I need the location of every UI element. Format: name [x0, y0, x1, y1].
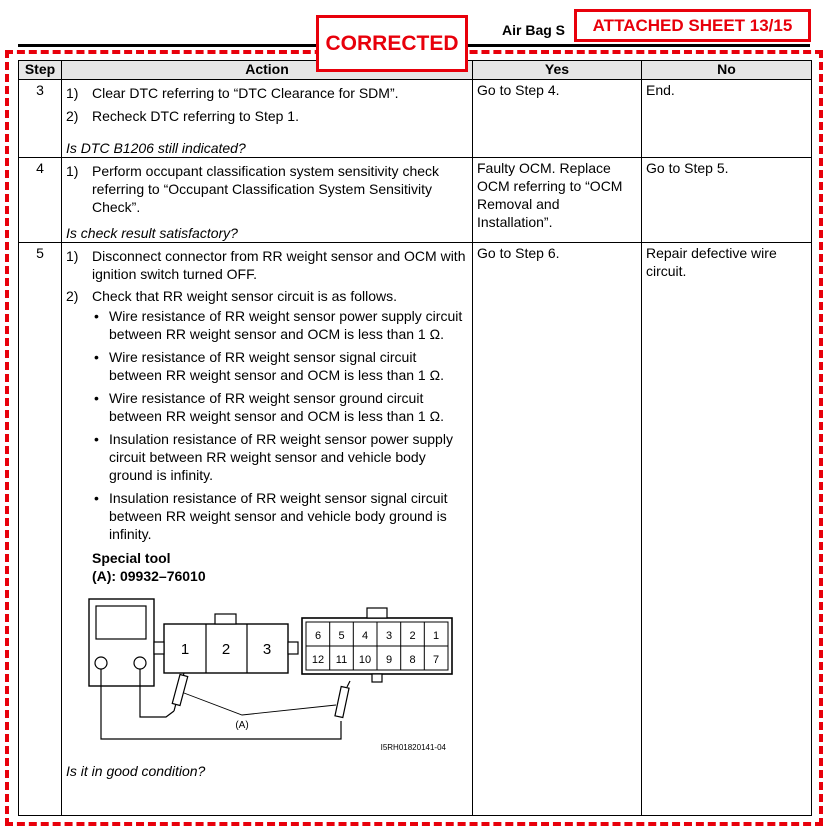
pin-label: 12: [311, 654, 325, 666]
no-result: Go to Step 5.: [642, 158, 812, 243]
action-item-number: 2): [66, 108, 79, 124]
action-cell: [62, 243, 473, 816]
pin-label: 11: [335, 654, 348, 666]
column-header-step: Step: [19, 61, 62, 80]
step-number: 5: [19, 243, 62, 816]
table-row-step-3: [19, 80, 812, 158]
step-number: 3: [19, 80, 62, 158]
figure-code: I5RH01820141-04: [380, 743, 446, 752]
test-probe: [172, 674, 187, 705]
action-item-number: 1): [66, 248, 79, 264]
pin-label: 4: [361, 630, 369, 642]
meter-display: [96, 606, 146, 639]
list-item: • Insulation resistance of RR weight sensor signal circuit between RR weight sensor and vehicle body ground is infinity.: [92, 489, 468, 543]
callout-leader: [184, 693, 336, 715]
action-item-number: 1): [66, 163, 79, 179]
check-question: Is DTC B1206 still indicated?: [66, 140, 246, 156]
pin-label: 2: [409, 630, 416, 642]
list-item: • Wire resistance of RR weight sensor signal circuit between RR weight sensor and OCM is less than 1 Ω.: [92, 348, 468, 384]
special-tool-label: Special tool: [92, 550, 171, 566]
pin-label: 8: [409, 654, 416, 666]
action-item-text: Clear DTC referring to “DTC Clearance for SDM”.: [92, 85, 399, 101]
connector-diagram-svg: [66, 593, 466, 761]
attached-sheet-stamp: ATTACHED SHEET 13/15: [574, 9, 811, 42]
column-header-no: No: [642, 61, 812, 80]
action-item: [66, 84, 468, 102]
list-item: • Wire resistance of RR weight sensor power supply circuit between RR weight sensor and OCM is less than 1 Ω.: [92, 307, 468, 343]
page-section-title: Air Bag S: [502, 22, 566, 38]
meter-jack: [95, 657, 107, 669]
list-item: • Insulation resistance of RR weight sensor power supply circuit between RR weight sensor and vehicle body ground is infinity.: [92, 430, 468, 484]
pin-label: 5: [338, 630, 345, 642]
action-item-text: Disconnect connector from RR weight sensor and OCM with ignition switch turned OFF.: [92, 248, 466, 282]
test-probe: [335, 686, 349, 717]
action-item-text: Perform occupant classification system sensitivity check referring to “Occupant Classification System Sensitivity Check”.: [92, 163, 440, 215]
action-item-number: 2): [66, 288, 79, 304]
yes-result: Faulty OCM. Replace OCM referring to “OCM Removal and Installation”.: [473, 158, 642, 243]
pin-label: 3: [262, 641, 272, 658]
action-item-number: 1): [66, 85, 79, 101]
no-result: Repair defective wire circuit.: [642, 243, 812, 816]
action-item: [66, 107, 468, 125]
pin-label: 3: [385, 630, 393, 642]
pin-label: 2: [221, 641, 231, 658]
action-item: [66, 247, 468, 283]
check-question: Is it in good condition?: [66, 763, 206, 779]
list-item: • Wire resistance of RR weight sensor ground circuit between RR weight sensor and OCM is less than 1 Ω.: [92, 389, 468, 425]
yes-result: Go to Step 6.: [473, 243, 642, 816]
pin-label: 7: [432, 654, 440, 666]
action-cell: [62, 158, 473, 243]
pin-label: 1: [180, 641, 190, 658]
pin-label: 1: [432, 630, 440, 642]
action-cell: [62, 80, 473, 158]
table-row-step-4: [19, 158, 812, 243]
pin-label: 10: [358, 654, 372, 666]
connector-diagram: [66, 593, 468, 765]
no-result: End.: [642, 80, 812, 158]
table-row-step-5: [19, 243, 812, 816]
pin-label: 6: [314, 630, 322, 642]
action-item-text: Recheck DTC referring to Step 1.: [92, 108, 299, 124]
special-tool-value: (A): 09932–76010: [92, 568, 206, 584]
action-item: [66, 287, 468, 305]
callout-label: (A): [235, 720, 249, 731]
column-header-yes: Yes: [473, 61, 642, 80]
corrected-stamp: CORRECTED: [316, 15, 468, 72]
pin-label: 9: [385, 654, 393, 666]
step-number: 4: [19, 158, 62, 243]
action-item-text: Check that RR weight sensor circuit is as follows.: [92, 288, 397, 304]
check-question: Is check result satisfactory?: [66, 225, 238, 241]
diagnostic-table: [18, 60, 812, 816]
check-criteria-list: [92, 307, 468, 543]
yes-result: Go to Step 4.: [473, 80, 642, 158]
action-item: [66, 162, 468, 216]
meter-jack: [134, 657, 146, 669]
column-header-action: Action: [62, 61, 473, 80]
